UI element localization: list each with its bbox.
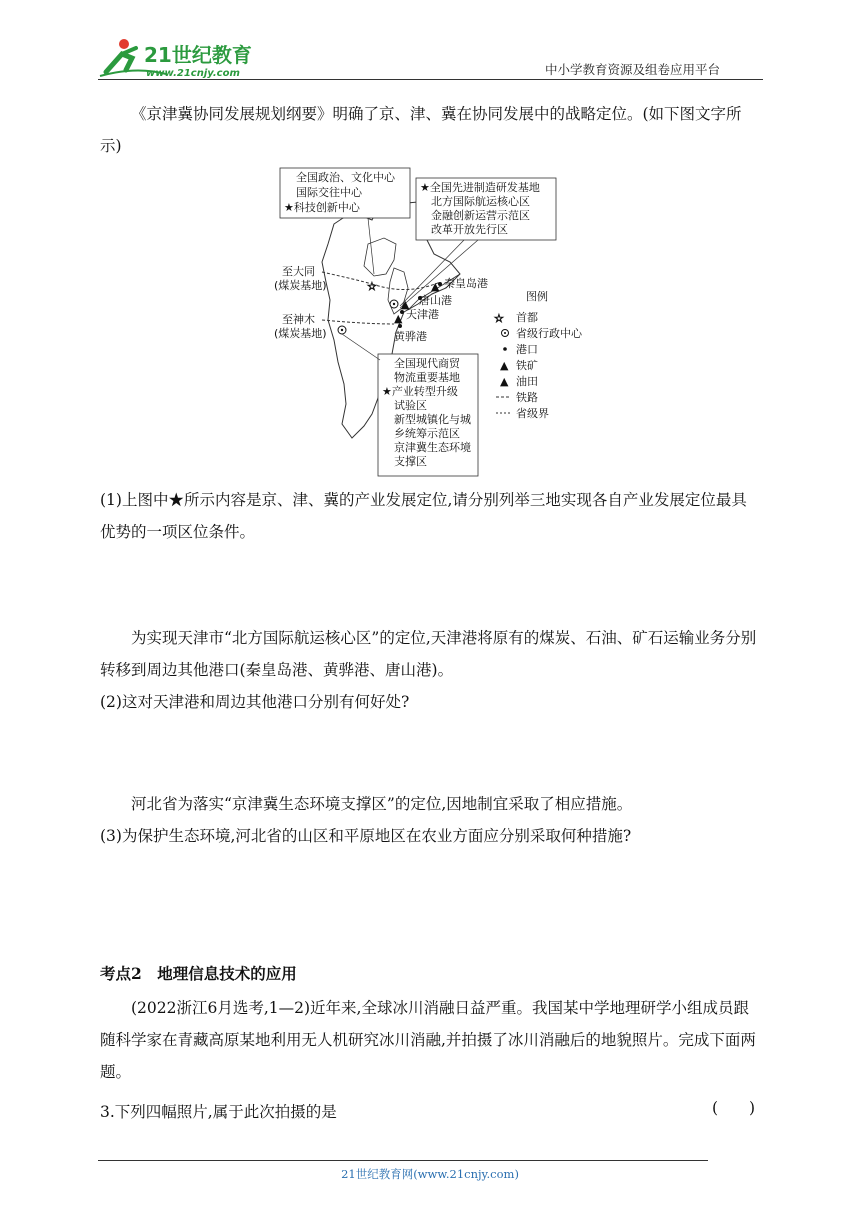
logo-url: www.21cnjy.com bbox=[146, 68, 240, 79]
tianjin-box-line4: 改革开放先行区 bbox=[431, 223, 508, 236]
beijing-outline bbox=[364, 238, 396, 276]
question-2: (2)这对天津港和周边其他港口分别有何好处? bbox=[100, 693, 410, 711]
paragraph-hebei-eco: 河北省为落实“京津冀生态环境支撑区”的定位,因地制宜采取了相应措施。 bbox=[131, 795, 633, 813]
label-to-datong: 至大同 bbox=[282, 265, 315, 278]
label-datong-coal: (煤炭基地) bbox=[274, 279, 327, 292]
footer-text: 21世纪教育网(www.21cnjy.com) bbox=[341, 1167, 519, 1181]
legend-title: 图例 bbox=[526, 290, 548, 303]
platform-name: 中小学教育资源及组卷应用平台 bbox=[545, 62, 721, 77]
label-shenmu-coal: (煤炭基地) bbox=[274, 327, 327, 340]
iron-legend-icon: ▲ bbox=[500, 359, 509, 372]
iron-ore-icon: ▲ bbox=[401, 298, 410, 311]
legend-capital: 首都 bbox=[516, 311, 538, 324]
iron-ore-icon: ▲ bbox=[431, 280, 440, 293]
hebei-box-line8: 支撑区 bbox=[394, 455, 427, 468]
site-logo bbox=[96, 36, 266, 80]
hebei-box-line2: 物流重要基地 bbox=[394, 371, 460, 384]
oil-legend-icon: ▲ bbox=[500, 375, 509, 388]
legend-provincial-border: 省级界 bbox=[516, 407, 549, 420]
question-3: (3)为保护生态环境,河北省的山区和平原地区在农业方面应分别采取何种措施? bbox=[100, 827, 632, 845]
legend-oil: 油田 bbox=[516, 375, 538, 388]
port-huanghua-label: 黄骅港 bbox=[394, 330, 427, 343]
tianjin-box-line1: ★全国先进制造研发基地 bbox=[420, 181, 540, 194]
legend-provincial-center: 省级行政中心 bbox=[516, 327, 582, 340]
hebei-box-line3: ★产业转型升级 bbox=[382, 385, 458, 398]
oil-field-icon: ▲ bbox=[394, 312, 403, 325]
legend-iron: 铁矿 bbox=[516, 359, 538, 372]
hebei-box-line4: 试验区 bbox=[394, 399, 427, 412]
port-qinhuangdao-label: 秦皇岛港 bbox=[444, 277, 488, 290]
header-divider bbox=[98, 79, 763, 80]
tianjin-box-line3: 金融创新运营示范区 bbox=[431, 209, 530, 222]
beijing-box-line2: 国际交往中心 bbox=[296, 186, 362, 199]
capital-legend-icon: ☆ bbox=[494, 312, 504, 325]
question-3-stem: 3.下列四幅照片,属于此次拍摄的是 bbox=[100, 1103, 337, 1121]
port-tangshan-label: 唐山港 bbox=[419, 294, 452, 307]
legend-railway: 铁路 bbox=[516, 391, 538, 404]
question-1: (1)上图中★所示内容是京、津、冀的产业发展定位,请分别列举三地实现各自产业发展定位最具优势的一项区位条件。 bbox=[100, 491, 747, 541]
label-to-shenmu: 至神木 bbox=[282, 313, 315, 326]
jingjinji-map bbox=[268, 164, 604, 478]
section-title: 考点2 地理信息技术的应用 bbox=[100, 964, 297, 983]
intro-paragraph: 《京津冀协同发展规划纲要》明确了京、津、冀在协同发展中的战略定位。(如下图文字所示) bbox=[100, 105, 742, 155]
footer-divider bbox=[98, 1160, 708, 1161]
port-tianjin-label: 天津港 bbox=[406, 308, 439, 321]
beijing-box-line1: 全国政治、文化中心 bbox=[296, 171, 395, 184]
hebei-box-line5: 新型城镇化与城 bbox=[394, 413, 471, 426]
hebei-box-line1: 全国现代商贸 bbox=[394, 357, 460, 370]
capital-star-icon: ☆ bbox=[367, 280, 377, 293]
hebei-box-line7: 京津冀生态环境 bbox=[394, 441, 471, 454]
legend-port: 港口 bbox=[516, 343, 538, 356]
hebei-box-line6: 乡统筹示范区 bbox=[394, 427, 460, 440]
logo-text: 21世纪教育 bbox=[144, 43, 252, 67]
beijing-box-line3: ★科技创新中心 bbox=[284, 201, 360, 214]
answer-bracket: ( ) bbox=[712, 1099, 756, 1117]
tianjin-box-line2: 北方国际航运核心区 bbox=[431, 195, 530, 208]
paragraph-tianjin-port: 为实现天津市“北方国际航运核心区”的定位,天津港将原有的煤炭、石油、矿石运输业务分别转移到周边其他港口(秦皇岛港、黄骅港、唐山港)。 bbox=[100, 629, 757, 679]
paragraph-glacier: (2022浙江6月选考,1—2)近年来,全球冰川消融日益严重。我国某中学地理研学小组成员跟随科学家在青藏高原某地利用无人机研究冰川消融,并拍摄了冰川消融后的地貌照片。完成下面两题。 bbox=[100, 999, 756, 1081]
